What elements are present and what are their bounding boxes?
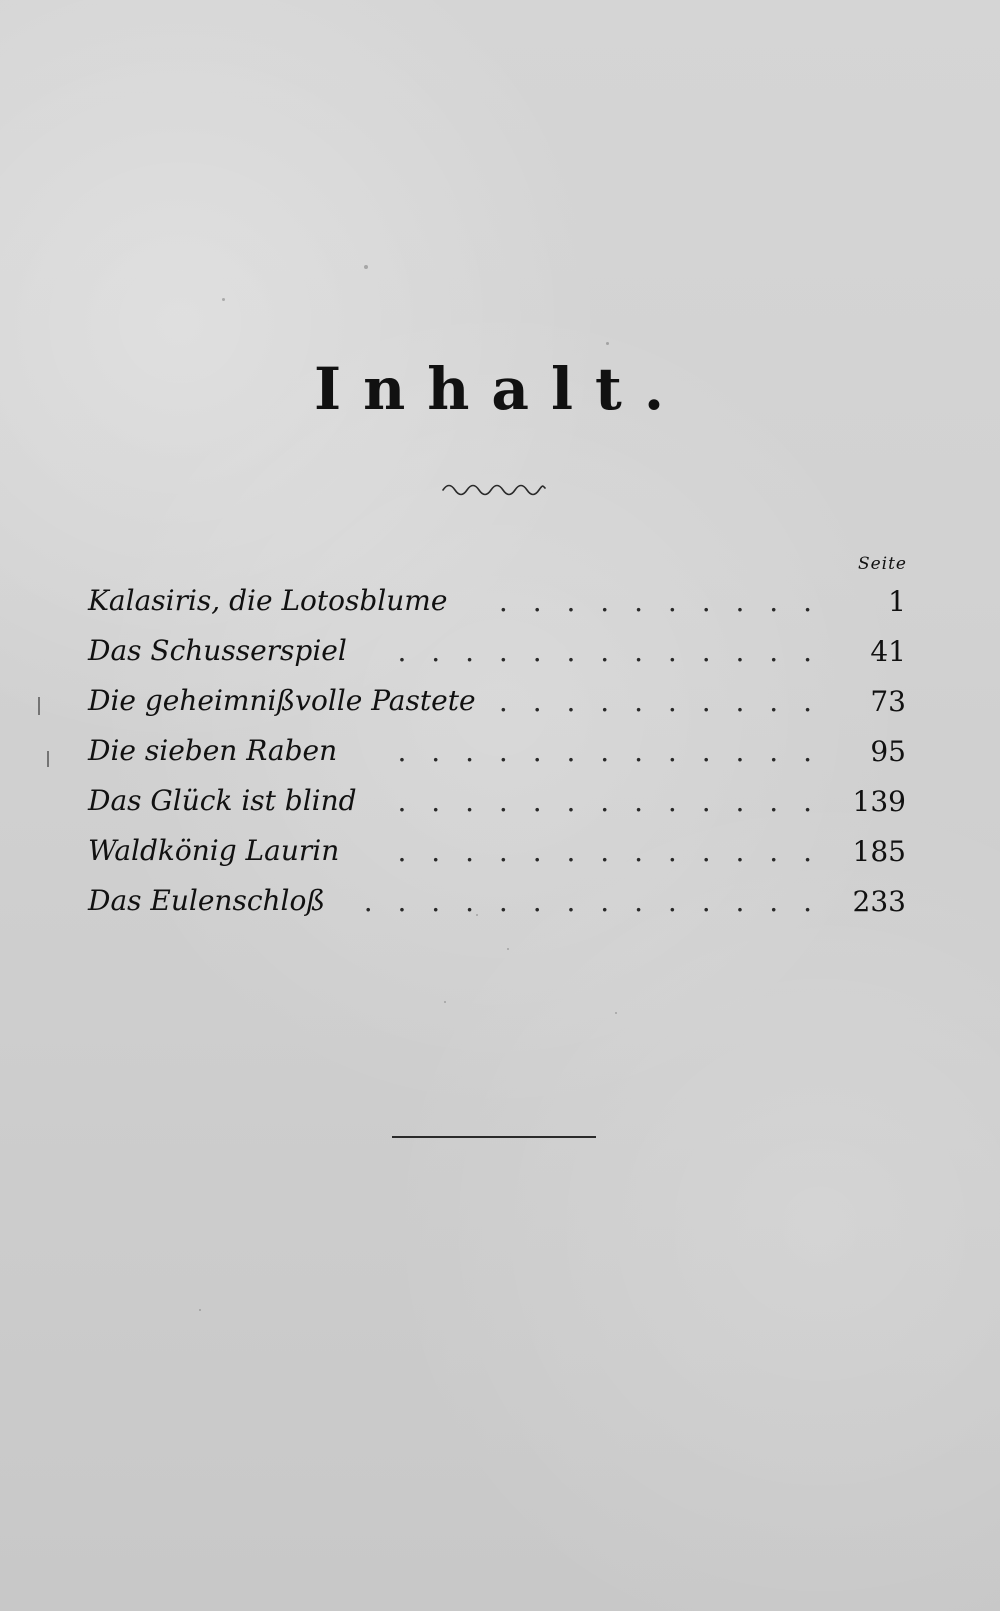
page-column-label: Seite [857,554,907,574]
wave-ornament-icon [441,479,547,497]
toc-row [88,581,906,631]
toc-entry-title: Die sieben Raben [88,734,338,767]
rule-separator [392,1136,596,1138]
paper-speck [222,298,225,301]
toc-entry-page: 95 [870,735,906,768]
toc-row [88,831,906,881]
page-title: Inhalt. [313,355,687,423]
leader-dots: . . . . . . . . . . . . . [397,785,820,818]
toc-entry-title: Das Eulenschloß [88,884,326,917]
toc-entry-page: 41 [870,635,906,668]
paper-speck [199,1309,201,1311]
toc-entry-title: Die geheimnißvolle Pastete [88,684,476,717]
edge-mark [38,697,40,715]
toc-entry-page: 233 [852,885,906,918]
toc-entry-page: 1 [888,585,906,618]
toc-row [88,781,906,831]
leader-dots: . . . . . . . . . . . . . . [363,885,820,918]
paper-speck [615,1012,617,1014]
toc-row [88,631,906,681]
paper-speck [444,1001,446,1003]
toc-entry-page: 73 [870,685,906,718]
table-of-contents [88,581,906,931]
toc-entry-title: Kalasiris, die Lotosblume [88,584,448,617]
paper-speck [364,265,368,269]
toc-entry-title: Waldkönig Laurin [88,834,340,867]
leader-dots: . . . . . . . . . . [498,585,820,618]
leader-dots: . . . . . . . . . . [498,685,820,718]
leader-dots: . . . . . . . . . . . . . [397,835,820,868]
edge-mark [47,751,49,767]
leader-dots: . . . . . . . . . . . . . [397,735,820,768]
toc-entry-page: 139 [852,785,906,818]
leader-dots: . . . . . . . . . . . . . [397,635,820,668]
toc-row [88,881,906,931]
paper-speck [507,948,509,950]
toc-row [88,731,906,781]
paper-speck [606,342,609,345]
toc-entry-title: Das Schusserspiel [88,634,347,667]
toc-entry-page: 185 [852,835,906,868]
toc-entry-title: Das Glück ist blind [88,784,357,817]
toc-row [88,681,906,731]
